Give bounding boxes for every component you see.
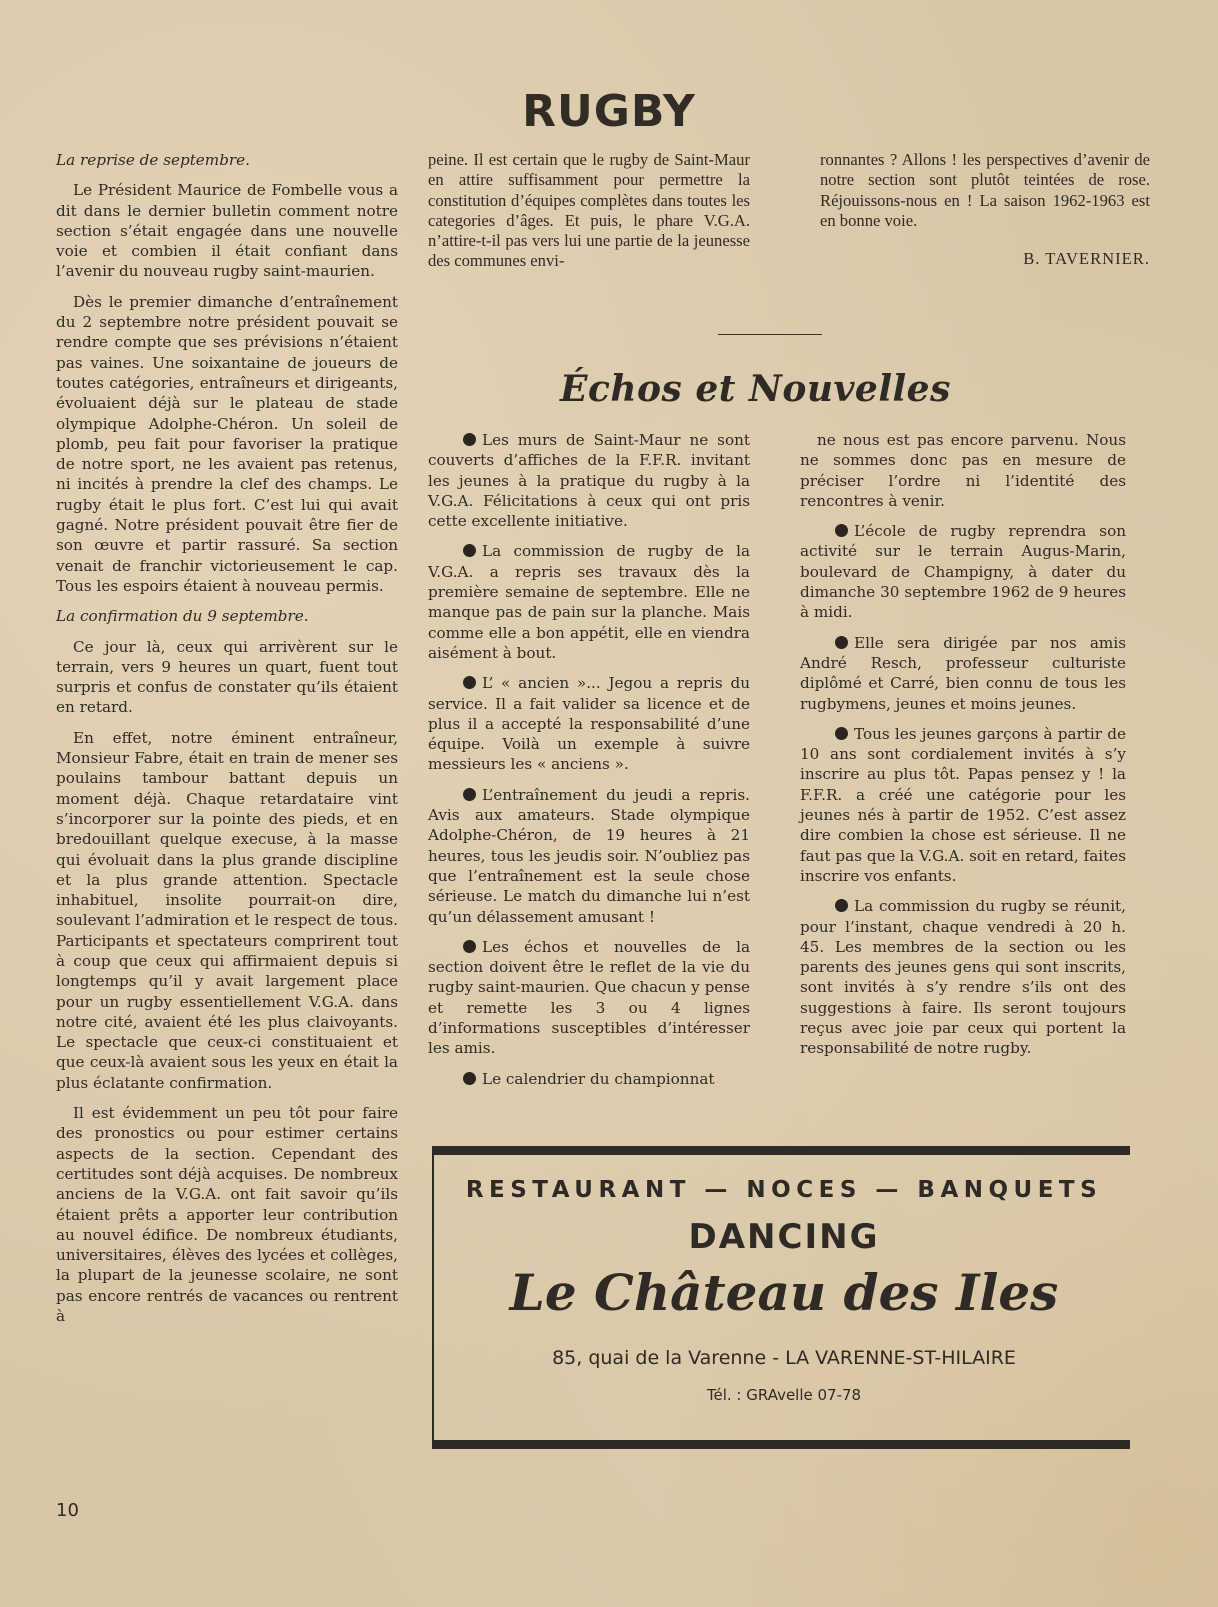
echo-item [800, 724, 1126, 886]
ad-address: 85, quai de la Varenne - LA VARENNE-ST-HILAIRE [552, 1347, 1016, 1369]
bullet-icon [463, 433, 476, 446]
article-right-column [820, 150, 1150, 269]
ad-border-bottom [432, 1440, 1130, 1449]
bullet-icon [835, 727, 848, 740]
article-left-column [56, 150, 398, 1336]
echos-section-title: Échos et Nouvelles [560, 368, 951, 410]
ad-venue-name: Le Château des Iles [509, 1263, 1059, 1322]
echo-item [800, 633, 1126, 714]
echo-text: Elle sera dirigée par nos amis André Resch, professeur culturiste diplômé et Carré, bien connu de tous les rugbymens, jeunes et moins jeunes. [800, 633, 1126, 713]
echo-continuation: ne nous est pas encore parvenu. Nous ne sommes donc pas en mesure de préciser l’ordre ni l’identité des rencontres à venir. [800, 431, 1126, 510]
echo-item [428, 785, 750, 927]
subheading-confirmation: La confirmation du 9 septembre. [56, 607, 309, 626]
article-paragraph: Ce jour là, ceux qui arrivèrent sur le terrain, vers 9 heures un quart, fuent tout surpris et confus de constater qu’ils étaient en retard. [56, 637, 398, 717]
ad-phone: Tél. : GRAvelle 07-78 [706, 1386, 862, 1404]
article-middle-column [428, 150, 750, 282]
echo-item [428, 541, 750, 663]
echo-item [428, 937, 750, 1059]
bullet-icon [463, 1072, 476, 1085]
echo-item [800, 896, 1126, 1058]
article-paragraph: Dès le premier dimanche d’entraînement du 2 septembre notre président pouvait se rendre compte que ses prévisions n’étaient pas vaines. Une soixantaine de joueurs de toutes catégories, entraîneurs et dirigeants, évoluaient déjà sur le plateau de stade olympique Adolphe-Chéron. Un soleil de plomb, peu fait pour favoriser la pratique de notre sport, ne les avaient pas retenus, ni incités à prendre la clef des champs. Le rugby était le plus fort. C’est lui qui avait gagné. Notre président pouvait être fier de son œuvre et partir rassuré. Sa section venait de franchir victorieusement le cap. Tous les espoirs étaient à nouveau permis. [56, 292, 398, 595]
echos-right-column [800, 430, 1126, 1069]
echo-text: La commission de rugby de la V.G.A. a repris ses travaux dès la première semaine de septembre. Elle ne manque pas de pain sur la planche. Mais comme elle a bon appétit, elle en viendra aisément à bout. [428, 542, 750, 662]
article-paragraph: Le Président Maurice de Fombelle vous a dit dans le dernier bulletin comment notre section s’était engagée dans une nouvelle voie et combien il était confiant dans l’avenir du nouveau rugby saint-maurien. [56, 181, 398, 281]
article-paragraph: Il est évidemment un peu tôt pour faire des pronostics ou pour estimer certains aspects de la section. Cependant des certitudes sont déjà acquises. De nombreux anciens de la V.G.A. ont fait savoir qu’ils étaient prêts a apporter leur contribution au nouvel édifice. De nombreux étudiants, universitaires, élèves des lycées et collèges, la plupart de la jeunesse scolaire, ne sont pas encore rentrés de vacances ou rentrent à [56, 1104, 398, 1326]
bullet-icon [835, 524, 848, 537]
author-signature: B. TAVERNIER. [1023, 249, 1150, 269]
subheading-reprise: La reprise de septembre. [56, 151, 250, 169]
ad-border-top [432, 1146, 1130, 1155]
echo-text: Tous les jeunes garçons à partir de 10 ans sont cordialement invités à s’y inscrire au plus tôt. Papas pensez y ! la F.F.R. a créé une catégorie pour les jeunes nés à partir de 1952. C’est assez dire combien la chose est sérieuse. Il ne faut pas que la V.G.A. soit en retard, faites inscrire vos enfants. [800, 724, 1126, 885]
echo-text: L’ « ancien »... Jegou a repris du service. Il a fait valider sa licence et de plus il a accepté la responsabilité d’une équipe. Voilà un exemple à suivre messieurs les « anciens ». [428, 674, 750, 774]
echo-text: L’école de rugby reprendra son activité sur le terrain Augus-Marin, boulevard de Champigny, à dater du dimanche 30 septembre 1962 de 9 heures à midi. [800, 522, 1126, 622]
echo-item [428, 430, 750, 531]
echo-item [800, 521, 1126, 622]
ad-dancing: DANCING [688, 1217, 880, 1257]
bullet-icon [835, 899, 848, 912]
bullet-icon [463, 676, 476, 689]
page-title: RUGBY [522, 86, 696, 137]
echo-text: Les murs de Saint-Maur ne sont couverts d’affiches de la F.F.R. invitant les jeunes à la pratique du rugby à la V.G.A. Félicitations à ceux qui ont pris cette excellente initiative. [428, 431, 750, 531]
echo-text: Le calendrier du championnat [482, 1069, 715, 1088]
page-number: 10 [56, 1500, 79, 1521]
article-paragraph: En effet, notre éminent entraîneur, Monsieur Fabre, était en train de mener ses poulains tambour battant depuis un moment déjà. Chaque retardataire vint s’incorporer sur la pointe des pieds, et en bredouillant quelque execuse, à la masse qui évoluait dans la plus grande discipline et la plus grande attention. Spectacle inhabituel, insolite pourrait-on dire, soulevant l’admiration et le respect de tous. Participants et spectateurs comprirent tout à coup que ceux qui affirmaient depuis si longtemps qu’il y avait largement place pour un rugby essentiellement V.G.A. dans notre cité, avaient été les plus claivoyants. Le spectacle que ceux-ci constituaient et que ceux-là avaient sous les yeux en était la plus éclatante confirmation. [56, 728, 398, 1092]
bullet-icon [463, 544, 476, 557]
article-paragraph: ronnantes ? Allons ! les perspectives d’avenir de notre section sont plutôt teintées de rose. Réjouissons-nous en ! La saison 1962-1963 est en bonne voie. [820, 150, 1150, 230]
echo-item [428, 673, 750, 774]
bullet-icon [463, 940, 476, 953]
restaurant-advertisement [432, 1155, 1130, 1440]
bullet-icon [463, 788, 476, 801]
echo-text: Les échos et nouvelles de la section doivent être le reflet de la vie du rugby saint-maurien. Que chacun y pense et remette les 3 ou 4 lignes d’informations susceptibles d’intéresser les amis. [428, 937, 750, 1058]
ad-services: RESTAURANT — NOCES — BANQUETS [465, 1177, 1103, 1203]
echo-text: La commission du rugby se réunit, pour l’instant, chaque vendredi à 20 h. 45. Les membres de la section ou les parents des jeunes gens qui sont inscrits, sont invités à s’y rendre s’ils ont des suggestions à faire. Ils seront toujours reçus avec joie par ceux qui portent la responsabilité de notre rugby. [800, 897, 1126, 1058]
echo-item [428, 1069, 750, 1089]
section-divider [718, 334, 822, 336]
echo-text: L’entraînement du jeudi a repris. Avis aux amateurs. Stade olympique Adolphe-Chéron, de 19 heures à 21 heures, tous les jeudis soir. N’oubliez pas que l’entraînement est la seule chose sérieuse. Le match du dimanche lui n’est qu’un délassement amusant ! [428, 785, 750, 926]
article-paragraph: peine. Il est certain que le rugby de Saint-Maur en attire suffisamment pour permettre la constitution d’équipes complètes dans toutes les categories d’âges. Et puis, le phare V.G.A. n’attire-t-il pas vers lui une partie de la jeunesse des communes envi- [428, 150, 750, 271]
bullet-icon [835, 636, 848, 649]
echos-middle-column [428, 430, 750, 1099]
